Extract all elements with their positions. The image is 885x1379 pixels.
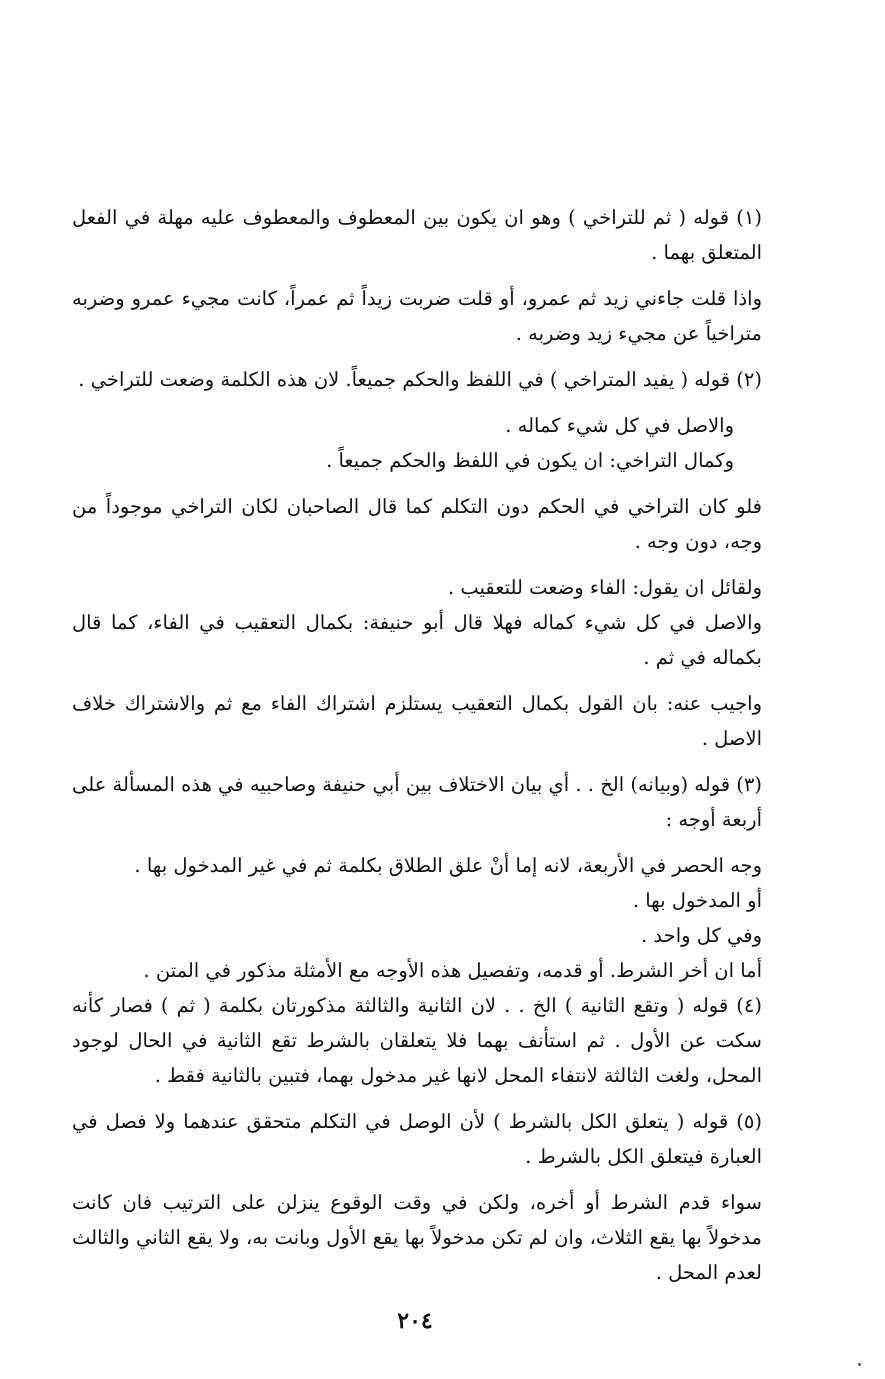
paragraph-conclusion: سواء قدم الشرط أو أخره، ولكن في وقت الوقوع ينزلن على الترتيب فان كانت مدخولاً بها يقع الثلاث، وان لم تكن مدخولاً بها يقع الأول وبانت به، ولا يقع الثاني والثالث لعدم المحل . — [72, 1191, 762, 1284]
footnote-1: (١) قوله ( ثم للتراخي ) وهو ان يكون بين المعطوف والمعطوف عليه مهلة في الفعل المتعلق بهما . — [72, 206, 762, 264]
scan-speck — [858, 1363, 861, 1366]
body-text — [72, 200, 762, 1290]
page-number: ٢٠٤ — [397, 1308, 433, 1334]
footnote-2: (٢) قوله ( يفيد المتراخي ) في اللفظ والحكم جميعاً. لان هذه الكلمة وضعت للتراخي . — [78, 368, 762, 391]
paragraph-answer: واجيب عنه: بان القول بكمال التعقيب يستلزم اشتراك الفاء مع ثم والاشتراك خلاف الاصل . — [72, 692, 762, 750]
paragraph-division-3: وفي كل واحد . — [641, 924, 762, 947]
paragraph-objection-detail: والاصل في كل شيء كماله فهلا قال أبو حنيفة: بكمال التعقيب في الفاء، كما قال بكماله في ثم . — [72, 611, 762, 669]
footnote-5: (٥) قوله ( يتعلق الكل بالشرط ) لأن الوصل في التكلم متحقق عندهما ولا فصل في العبارة فيتعلق الكل بالشرط . — [72, 1110, 762, 1168]
paragraph-objection: ولقائل ان يقول: الفاء وضعت للتعقيب . — [447, 576, 762, 599]
paragraph-example: واذا قلت جاءني زيد ثم عمرو، أو قلت ضربت زيداً ثم عمراً، كانت مجيء عمرو وضربه متراخياً عن مجيء زيد وضربه . — [72, 287, 762, 345]
paragraph-division-4: أما ان أخر الشرط. أو قدمه، وتفصيل هذه الأوجه مع الأمثلة مذكور في المتن . — [143, 959, 762, 982]
paragraph-principle: والاصل في كل شيء كماله . — [505, 414, 734, 437]
footnote-3: (٣) قوله (وبيانه) الخ . . أي بيان الاختلاف بين أبي حنيفة وصاحبيه في هذه المسألة على أربعة أوجه : — [72, 773, 762, 831]
footnote-4: (٤) قوله ( وتقع الثانية ) الخ . . لان الثانية والثالثة مذكورتان بكلمة ( ثم ) فصار كأنه سكت عن الأول . ثم استأنف بهما فلا يتعلقان بالشرط تقع الثانية في الحال لوجود المحل، ولغت الثالثة لانتفاء المحل لانها غير مدخول بهما، فتبين بالثانية فقط . — [72, 994, 762, 1087]
paragraph-perfection: وكمال التراخي: ان يكون في اللفظ والحكم جميعاً . — [326, 449, 734, 472]
paragraph-division: وجه الحصر في الأربعة، لانه إما أنْ علق الطلاق بكلمة ثم في غير المدخول بها . — [134, 854, 762, 877]
paragraph-consequence: فلو كان التراخي في الحكم دون التكلم كما قال الصاحبان لكان التراخي موجوداً من وجه، دون وجه . — [72, 495, 762, 553]
paragraph-division-2: أو المدخول بها . — [632, 889, 762, 912]
